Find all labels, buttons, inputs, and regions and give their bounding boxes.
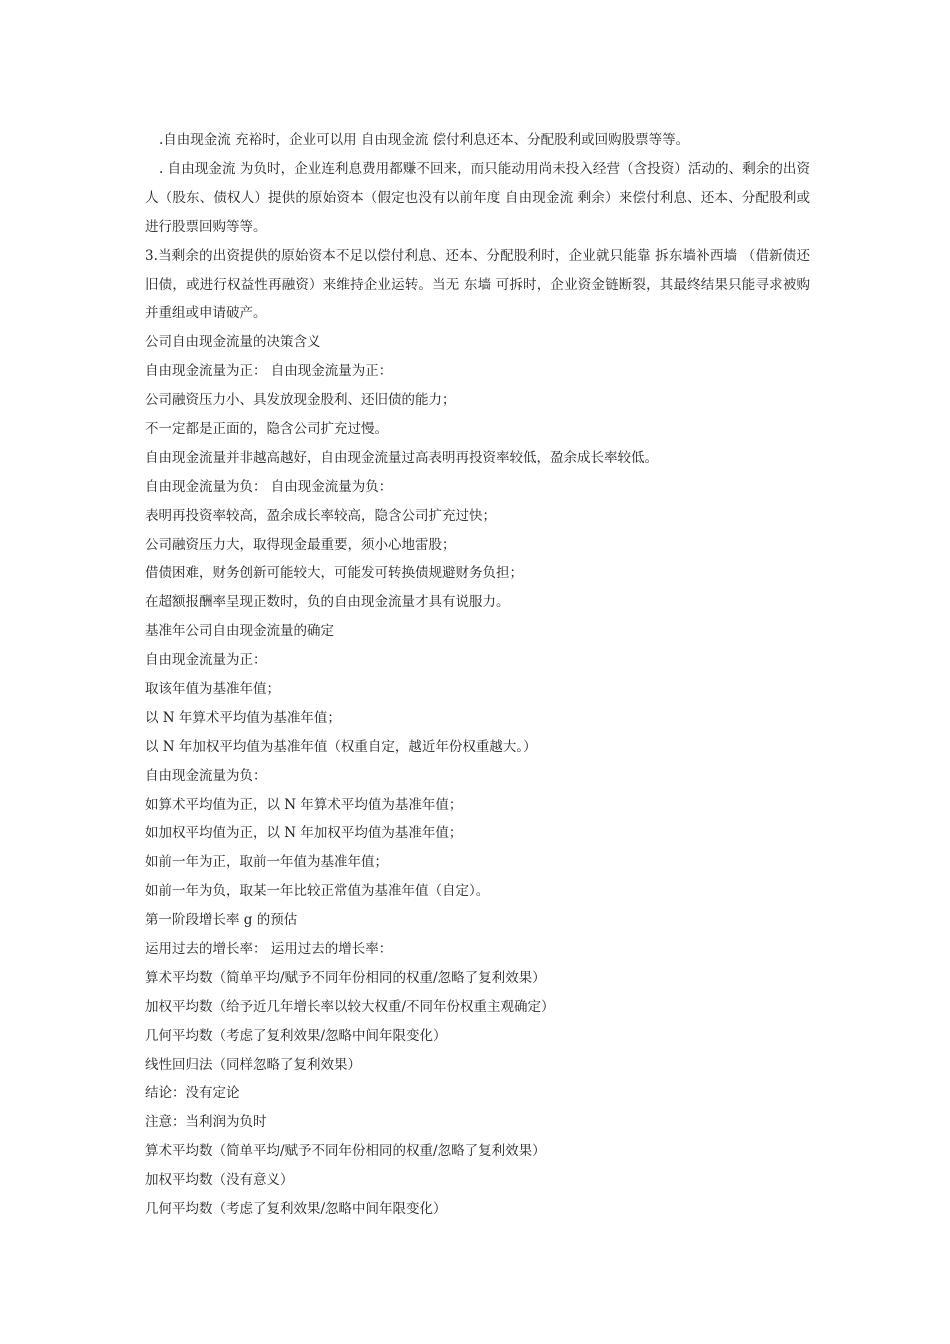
text-line: 自由现金流量为负：	[145, 767, 267, 784]
text-line: 以 N 年算术平均值为基准年值；	[145, 709, 341, 726]
text-line: 如前一年为正，取前一年值为基准年值；	[145, 854, 388, 871]
text-line: 加权平均数（给予近几年增长率以较大权重/不同年份权重主观确定）	[145, 998, 555, 1015]
text-line: 如前一年为负，取某一年比较正常值为基准年值（自定）。	[145, 883, 490, 900]
text-line: 算术平均数（简单平均/赋予不同年份相同的权重/忽略了复利效果）	[145, 969, 546, 986]
text-line: 自由现金流量为正：	[145, 652, 267, 669]
text-line: 注意：当利润为负时	[145, 1114, 267, 1131]
heading-growth-rate: 第一阶段增长率 g 的预估	[145, 912, 298, 929]
text-line: 在超额报酬率呈现正数时，负的自由现金流量才具有说服力。	[145, 594, 510, 611]
text-line: 如加权平均值为正，以 N 年加权平均值为基准年值；	[145, 825, 463, 842]
text-line: 结论：没有定论	[145, 1085, 240, 1102]
text-line: 表明再投资率较高，盈余成长率较高，隐含公司扩充过快；	[145, 507, 496, 524]
text-line: 借债困难，财务创新可能较大，可能发可转换债规避财务负担；	[145, 565, 523, 582]
text-line: 加权平均数（没有意义）	[145, 1172, 294, 1189]
text-line: 不一定都是正面的，隐含公司扩充过慢。	[145, 421, 388, 437]
text-line: 公司融资压力小、具发放现金股利、还旧债的能力；	[145, 392, 456, 409]
paragraph-2: . 自由现金流 为负时，企业连利息费用都赚不回来，而只能动用尚未投入经营（含投资）活动的、剩余的出资人（股东、债权人）提供的原始资本（假定也没有以前年度 自由现金流 剩余）来偿付利息、还本、分配股利或进行股票回购等等。	[145, 160, 810, 235]
paragraph-3: 3.当剩余的出资提供的原始资本不足以偿付利息、还本、分配股利时，企业就只能靠 拆东墙补西墙 （借新债还旧债，或进行权益性再融资）来维持企业运转。当无 东墙 可拆时，企业资金链断裂，其最终结果只能寻求被购并重组或申请破产。	[145, 247, 810, 322]
text-line: 公司融资压力大，取得现金最重要，须小心地雷股；	[145, 536, 456, 553]
text-line: 运用过去的增长率： 运用过去的增长率：	[145, 941, 393, 958]
text-line: 几何平均数（考虑了复利效果/忽略中间年限变化）	[145, 1027, 447, 1044]
text-line: 线性回归法（同样忽略了复利效果）	[145, 1056, 361, 1073]
text-line: 算术平均数（简单平均/赋予不同年份相同的权重/忽略了复利效果）	[145, 1143, 546, 1160]
heading-base-year: 基准年公司自由现金流量的确定	[145, 623, 334, 640]
text-line: 自由现金流量为负： 自由现金流量为负：	[145, 478, 393, 495]
paragraph-1: .自由现金流 充裕时，企业可以用 自由现金流 偿付利息还本、分配股利或回购股票等等。	[159, 132, 690, 148]
text-line: 以 N 年加权平均值为基准年值（权重自定，越近年份权重越大。）	[145, 738, 537, 755]
text-line: 几何平均数（考虑了复利效果/忽略中间年限变化）	[145, 1201, 447, 1218]
text-line: 取该年值为基准年值；	[145, 681, 280, 698]
text-line: 如算术平均值为正，以 N 年算术平均值为基准年值；	[145, 796, 463, 813]
text-line: 自由现金流量为正： 自由现金流量为正：	[145, 363, 393, 380]
heading-decision-meaning: 公司自由现金流量的决策含义	[145, 334, 321, 351]
text-line: 自由现金流量并非越高越好，自由现金流量过高表明再投资率较低，盈余成长率较低。	[145, 449, 658, 466]
